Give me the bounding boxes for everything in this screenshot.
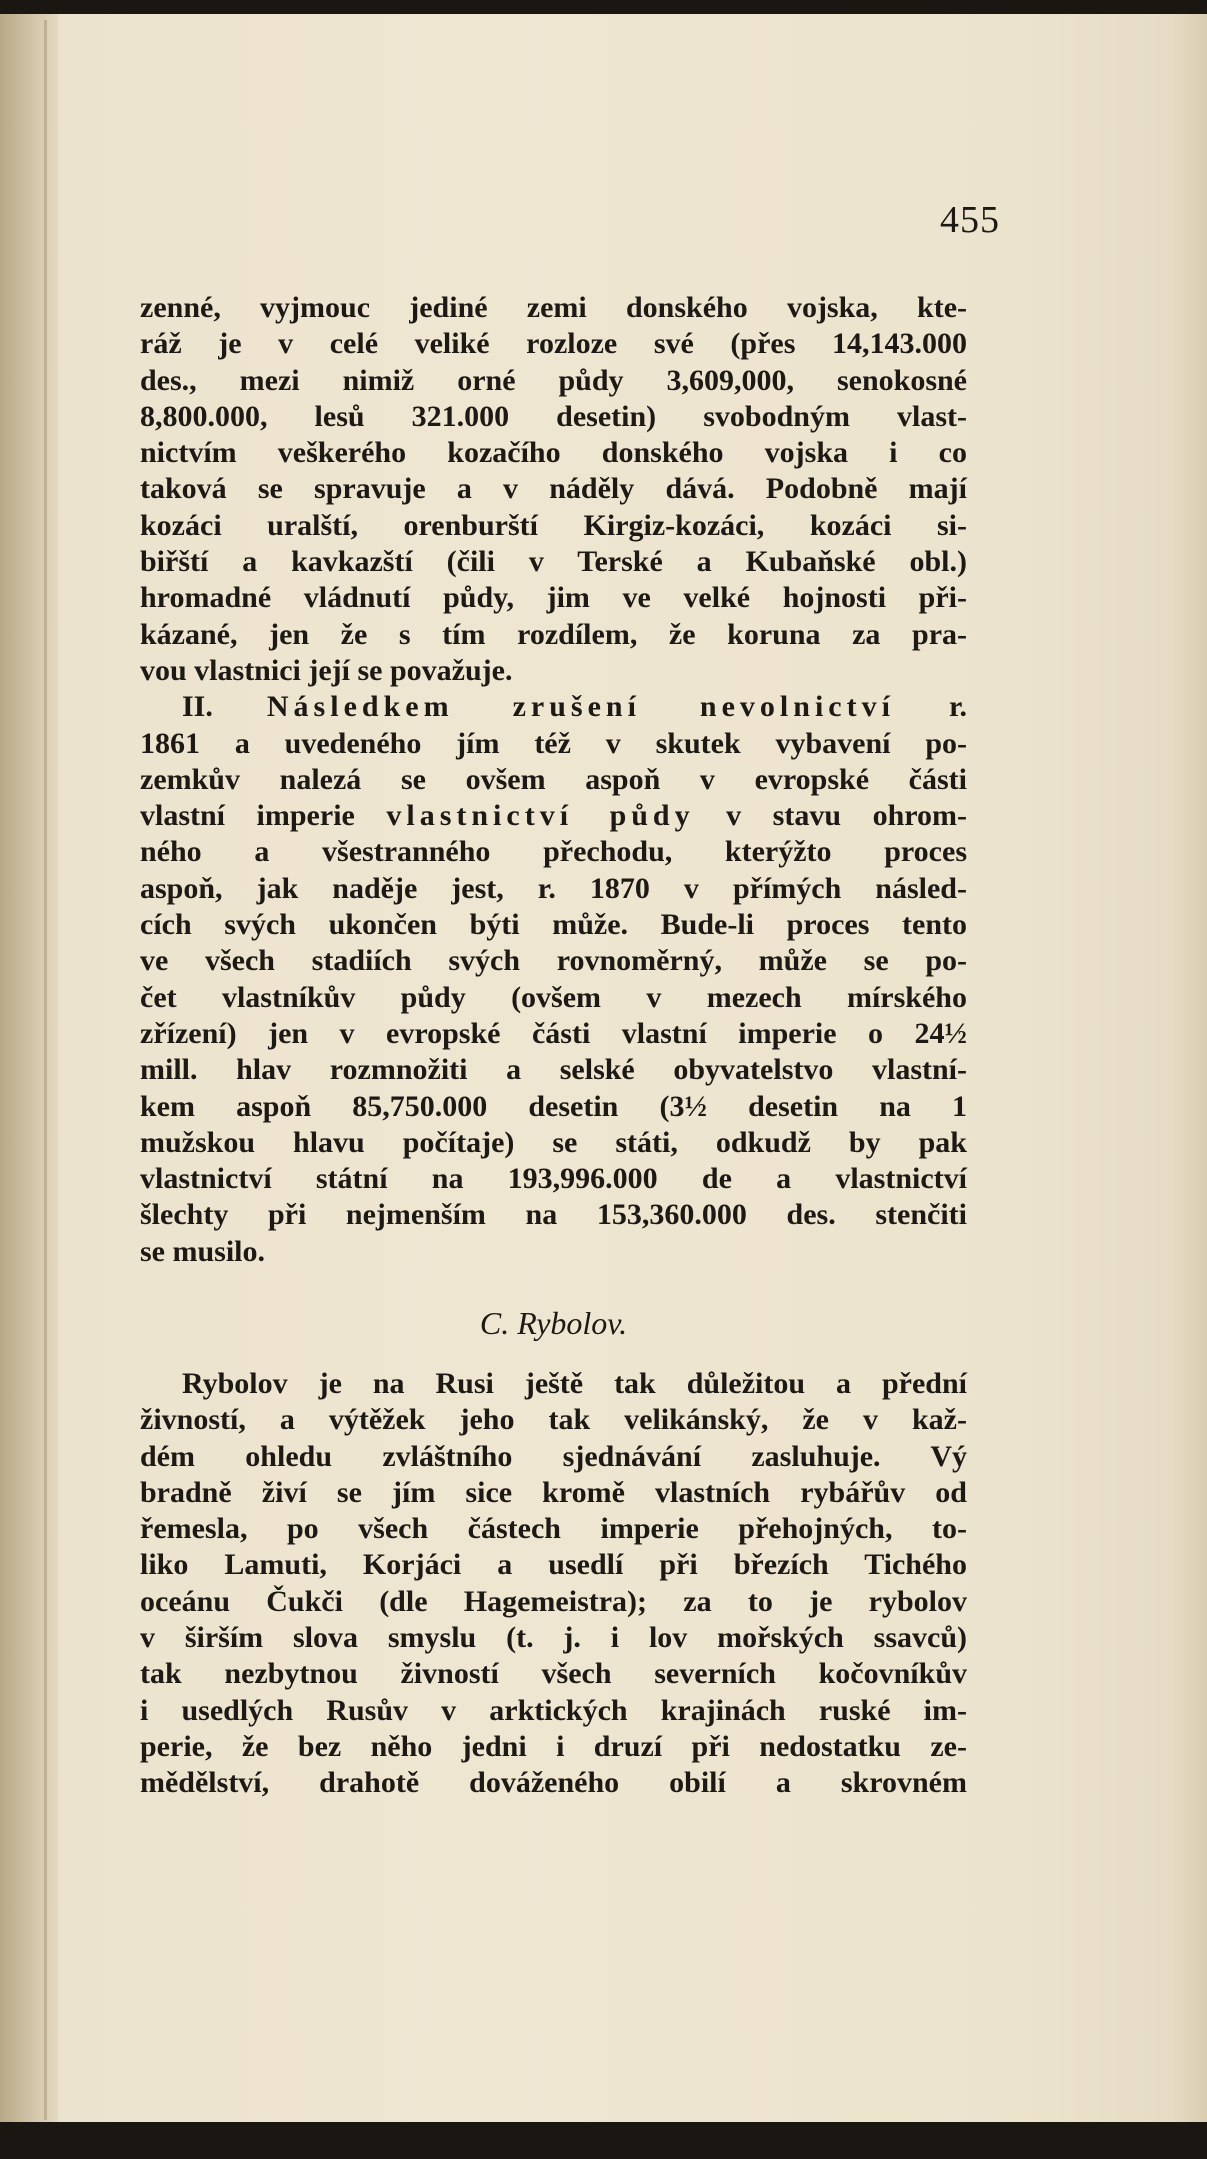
text-line: hromadné vládnutí půdy, jim ve velké hojnosti při- — [140, 581, 967, 615]
text-line: des., mezi nimiž orné půdy 3,609,000, senokosné — [140, 363, 967, 397]
text-line: 8,800.000, lesů 321.000 desetin) svobodným vlast- — [140, 399, 967, 433]
text-line: vou vlastnici její se považuje. — [140, 653, 513, 687]
text-segment: vlastní imperie — [140, 799, 355, 833]
text-line: perie, že bez něho jedni i druzí při nedostatku ze- — [140, 1729, 967, 1763]
main-text — [140, 290, 967, 1270]
section-heading: C. Rybolov. — [479, 1305, 628, 1341]
section-number: II. — [182, 690, 213, 724]
scan-top-border — [0, 0, 1207, 14]
text-line: 1861 a uvedeného jím též v skutek vybavení po- — [140, 726, 967, 760]
text-line: ráž je v celé veliké rozloze své (přes 14,143.000 — [140, 327, 967, 361]
text-line: šlechty při nejmenším na 153,360.000 des. stenčiti — [140, 1198, 967, 1232]
text-line: zemkův nalezá se ovšem aspoň v evropské části — [140, 762, 967, 796]
text-line: v širším slova smyslu (t. j. i lov mořských ssavců) — [140, 1621, 967, 1655]
text-line: taková se spravuje a v náděly dává. Podobně mají — [140, 472, 967, 506]
text-line: mědělství, drahotě dováženého obilí a skrovném — [140, 1766, 967, 1800]
text-line: ného a všestranného přechodu, kterýžto proces — [140, 835, 967, 869]
text-line: dém ohledu zvláštního sjednávání zasluhuje. Vý — [140, 1439, 967, 1473]
page-gutter — [0, 14, 58, 2122]
text-line: zřízení) jen v evropské části vlastní imperie o 24½ — [140, 1016, 967, 1050]
text-line: liko Lamuti, Korjáci a usedlí při březích Tichého — [140, 1548, 967, 1582]
emphasized-term: vlastnictví půdy — [386, 799, 695, 833]
text-line: zenné, vyjmouc jediné zemi donského vojska, kte- — [140, 291, 967, 324]
text-line: cích svých ukončen býti může. Bude-li proces tento — [140, 908, 967, 942]
text-line: i usedlých Rusův v arktických krajinách ruské im- — [140, 1693, 967, 1727]
text-line: aspoň, jak naděje jest, r. 1870 v přímých násled- — [140, 871, 967, 905]
text-line: se musilo. — [140, 1234, 266, 1268]
text-line: kozáci uralští, orenburští Kirgiz-kozáci, kozáci si- — [140, 508, 967, 542]
section-text — [140, 1366, 967, 1802]
text-line: Rybolov je na Rusi ještě tak důležitou a přední — [182, 1367, 967, 1400]
text-line: nictvím veškerého kozačího donského vojska i co — [140, 436, 967, 470]
text-segment: v stavu ohrom- — [726, 799, 968, 833]
text-line: kem aspoň 85,750.000 desetin (3½ desetin na 1 — [140, 1089, 967, 1123]
text-line: ve všech stadiích svých rovnoměrný, může se po- — [140, 944, 967, 978]
page-number: 455 — [940, 199, 1000, 241]
text-line: čet vlastníkův půdy (ovšem v mezech mírského — [140, 980, 967, 1014]
binding-shadow — [44, 20, 47, 2120]
emphasized-heading: Následkem zrušení nevolnictví — [266, 690, 895, 724]
text-line: biřští a kavkazští (čili v Terské a Kubaňské obl.) — [140, 545, 967, 579]
text-line: živností, a výtěžek jeho tak velikánský, že v kaž- — [140, 1403, 967, 1437]
text-line: tak nezbytnou živností všech severních kočovníkův — [140, 1657, 967, 1691]
text-line: bradně živí se jím sice kromě vlastních rybářův od — [140, 1475, 967, 1509]
text-line-emphasis — [140, 798, 967, 834]
text-line: mužskou hlavu počítaje) se státi, odkudž by pak — [140, 1125, 967, 1159]
text-line: mill. hlav rozmnožiti a selské obyvatelstvo vlastní- — [140, 1053, 967, 1087]
text-line: vlastnictví státní na 193,996.000 de a vlastnictví — [140, 1162, 967, 1196]
scan-bottom-border — [0, 2122, 1207, 2159]
heading-tail: r. — [948, 690, 968, 724]
paragraph-heading-line — [140, 689, 967, 725]
text-line: kázané, jen že s tím rozdílem, že koruna za pra- — [140, 617, 967, 651]
text-line: řemesla, po všech částech imperie přehojných, to- — [140, 1512, 967, 1546]
text-line: oceánu Čukči (dle Hagemeistra); za to je rybolov — [140, 1584, 967, 1618]
